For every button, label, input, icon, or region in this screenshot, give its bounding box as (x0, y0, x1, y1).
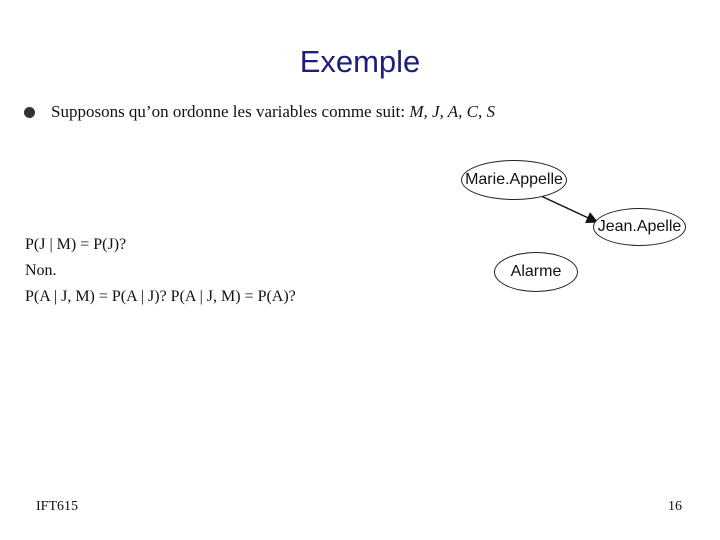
bullet-text-prefix: Supposons qu’on ordonne les variables comme suit: (51, 102, 410, 121)
page-number: 16 (668, 499, 682, 514)
node-marie-appelle[interactable] (461, 160, 567, 200)
variable-order: M, J, A, C, S (409, 102, 495, 121)
edge-marie-to-jean (541, 196, 597, 222)
node-marie-label: Marie.Appelle (465, 171, 563, 188)
node-alarme-label: Alarme (510, 263, 562, 280)
node-jean-label: Jean.Apelle (597, 218, 682, 235)
slide-title: Exemple (299, 44, 421, 79)
course-code: IFT615 (36, 499, 78, 514)
reasoning-line-2: Non. (25, 262, 57, 279)
reasoning-line-1: P(J | M) = P(J)? (25, 236, 127, 253)
node-jean-apelle[interactable] (593, 208, 686, 246)
reasoning-line-3: P(A | J, M) = P(A | J)? P(A | J, M) = P(A)? (25, 288, 296, 305)
node-alarme[interactable] (494, 252, 578, 292)
